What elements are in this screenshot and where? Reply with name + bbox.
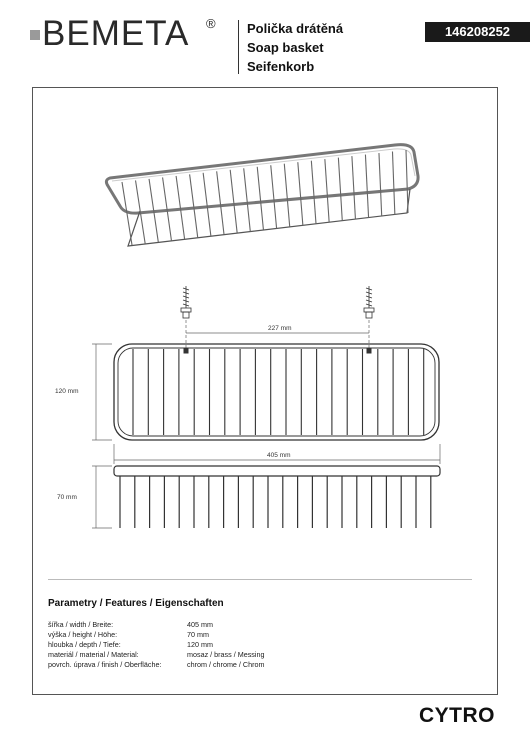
spec-label-depth: hloubka / depth / Tiefe: <box>48 640 121 649</box>
product-name-cz: Polička drátěná <box>247 21 344 36</box>
perspective-wire <box>271 165 277 228</box>
perspective-wire <box>352 156 356 219</box>
spec-value-finish: chrom / chrome / Chrom <box>187 660 265 669</box>
perspective-wire <box>244 168 251 231</box>
spec-value-width: 405 mm <box>187 620 213 629</box>
perspective-wire <box>284 164 289 227</box>
product-name-de: Seifenkorb <box>247 59 315 74</box>
mount-spacing-label: 227 mm <box>268 325 292 332</box>
perspective-wire <box>338 158 342 221</box>
perspective-wire <box>190 174 198 237</box>
spec-label-width: šířka / width / Breite: <box>48 620 114 629</box>
features-title: Parametry / Features / Eigenschaften <box>48 598 224 609</box>
product-name-en: Soap basket <box>247 40 324 55</box>
perspective-wire <box>203 173 211 236</box>
mounting-screw-right <box>364 286 374 318</box>
perspective-wire <box>298 162 303 225</box>
height-label: 70 mm <box>57 494 77 501</box>
registered-mark: ® <box>206 16 216 31</box>
perspective-wire <box>392 152 394 215</box>
front-view-basket <box>114 466 440 528</box>
perspective-wire <box>176 176 184 239</box>
depth-dim-line <box>92 344 112 440</box>
perspective-wire <box>325 159 329 222</box>
perspective-wire <box>217 171 224 234</box>
spec-value-depth: 120 mm <box>187 640 213 649</box>
perspective-wire <box>257 167 263 230</box>
product-perspective-view <box>106 145 418 246</box>
width-label: 405 mm <box>267 452 291 459</box>
depth-label: 120 mm <box>55 388 79 395</box>
mounting-screw-left <box>181 286 191 318</box>
section-separator <box>48 579 472 580</box>
spec-label-finish: povrch. úprava / finish / Oberfläche: <box>48 660 162 669</box>
spec-value-material: mosaz / brass / Messing <box>187 650 265 659</box>
spec-label-material: materiál / material / Material: <box>48 650 139 659</box>
product-series-name: CYTRO <box>419 704 495 727</box>
perspective-wire <box>230 170 237 233</box>
height-dim-line <box>92 466 112 528</box>
perspective-wire <box>406 150 408 213</box>
perspective-wire <box>365 155 368 218</box>
top-view-basket <box>114 344 439 440</box>
spec-label-height: výška / height / Höhe: <box>48 630 118 639</box>
perspective-wire <box>311 161 316 224</box>
product-code: 146208252 <box>425 22 530 42</box>
perspective-wire <box>379 153 382 216</box>
brand-logo: BEMETA <box>42 14 190 53</box>
spec-value-height: 70 mm <box>187 630 209 639</box>
